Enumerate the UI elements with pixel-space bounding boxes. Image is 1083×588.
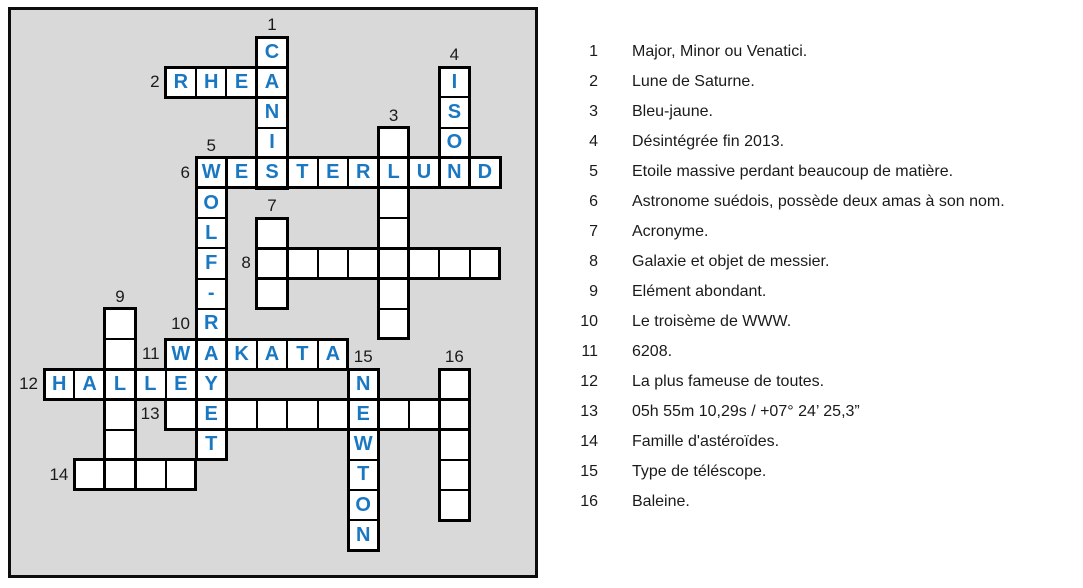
- grid-cell: [165, 338, 197, 370]
- clue-row: [560, 97, 1070, 127]
- grid-cell: [347, 519, 379, 551]
- grid-number-label: 6: [180, 162, 190, 182]
- grid-number-label: 14: [49, 464, 69, 484]
- clue-text: Baleine.: [632, 493, 690, 510]
- grid-cell: [377, 217, 409, 249]
- grid-number-label: 3: [388, 105, 399, 125]
- clue-number: 12: [580, 373, 598, 390]
- grid-cell: [195, 66, 227, 98]
- clue-number: 8: [589, 253, 598, 270]
- cell-letter: A: [325, 342, 341, 365]
- grid-cell: [225, 66, 257, 98]
- grid-number-label: 9: [115, 286, 125, 306]
- grid-number-label: 10: [171, 313, 190, 333]
- grid-cell: [377, 278, 409, 310]
- cell-letter: E: [234, 70, 249, 93]
- grid-cell: [256, 66, 288, 98]
- clue-number: 11: [581, 343, 598, 360]
- clue-text: La plus fameuse de toutes.: [632, 373, 825, 390]
- grid-cell: [438, 489, 470, 521]
- clue-row: [560, 277, 1070, 307]
- grid-number-label: 8: [241, 253, 251, 273]
- grid-cell: [104, 429, 136, 461]
- clue-row: [560, 457, 1070, 487]
- cell-letter: T: [205, 433, 218, 456]
- cell-letter: E: [174, 372, 188, 395]
- cell-letter: A: [264, 342, 280, 365]
- clue-text: 6208.: [632, 343, 673, 360]
- cell-letter: N: [355, 372, 371, 395]
- cell-letter: O: [446, 131, 463, 154]
- grid-cell: [286, 157, 318, 189]
- clue-row: [560, 37, 1070, 67]
- clue-row: [560, 217, 1070, 247]
- clue-number: 2: [589, 73, 598, 90]
- clue-number: 16: [580, 493, 598, 510]
- grid-cell: [195, 278, 227, 310]
- cell-letter: R: [203, 312, 219, 335]
- cell-letter: E: [356, 402, 370, 425]
- grid-cell: [438, 368, 470, 400]
- clue-text: Elément abondant.: [632, 283, 767, 300]
- grid-cell: [256, 217, 288, 249]
- grid-number-label: 16: [444, 347, 464, 367]
- grid-cell: [165, 459, 197, 491]
- grid-cell: [195, 338, 227, 370]
- cell-letter: K: [234, 342, 249, 365]
- clue-text: Astronome suédois, possède deux amas à son nom.: [632, 193, 1005, 210]
- cell-letter: O: [355, 493, 371, 516]
- grid-cell: [408, 247, 440, 279]
- cell-letter: T: [296, 342, 309, 365]
- cell-letter: C: [264, 40, 280, 63]
- clue-text: Désintégrée fin 2013.: [632, 133, 785, 150]
- grid-cell: [256, 338, 288, 370]
- grid-number-label: 15: [353, 347, 373, 367]
- grid-cell: [469, 157, 501, 189]
- clue-text: Major, Minor ou Venatici.: [632, 43, 808, 60]
- grid-cell: [195, 308, 227, 340]
- grid-cell: [286, 398, 318, 430]
- grid-cell: [408, 398, 440, 430]
- grid-cell: [195, 429, 227, 461]
- clue-row: [560, 397, 1070, 427]
- clue-row: [560, 427, 1070, 457]
- grid-cell: [104, 459, 136, 491]
- clue-number: 1: [589, 43, 598, 60]
- cell-letter: D: [477, 161, 493, 184]
- grid-cell: [195, 398, 227, 430]
- clue-row: [560, 337, 1070, 367]
- clue-text: Le troisème de WWW.: [632, 313, 792, 330]
- cell-letter: F: [205, 251, 218, 274]
- clue-number: 10: [580, 313, 598, 330]
- cell-letter: -: [207, 282, 215, 305]
- cell-letter: T: [296, 161, 309, 184]
- grid-cell: [165, 66, 197, 98]
- cell-letter: H: [51, 372, 67, 395]
- grid-cell: [195, 157, 227, 189]
- grid-cell: [256, 157, 288, 189]
- clue-row: [560, 367, 1070, 397]
- grid-cell: [377, 127, 409, 159]
- grid-number-label: 5: [206, 135, 216, 155]
- clue-row: [560, 247, 1070, 277]
- cell-letter: O: [203, 191, 219, 214]
- grid-cell: [225, 398, 257, 430]
- cell-letter: N: [447, 161, 462, 184]
- cell-letter: E: [234, 161, 249, 184]
- clue-text: Acronyme.: [632, 223, 709, 240]
- grid-cell: [256, 278, 288, 310]
- grid-cell: [256, 247, 288, 279]
- grid-cell: [317, 247, 349, 279]
- grid-cell: [377, 308, 409, 340]
- clue-row: [560, 127, 1070, 157]
- grid-cell: [347, 157, 379, 189]
- grid-cell: [104, 308, 136, 340]
- cell-letter: L: [205, 221, 218, 244]
- grid-cell: [317, 157, 349, 189]
- grid-cell: [286, 247, 318, 279]
- clue-text: Lune de Saturne.: [632, 73, 755, 90]
- grid-cell: [347, 247, 379, 279]
- grid-cell: [317, 398, 349, 430]
- grid-cell: [438, 398, 470, 430]
- cell-letter: N: [355, 523, 371, 546]
- grid-cell: [347, 429, 379, 461]
- cell-letter: T: [357, 463, 370, 486]
- clue-text: Famille d'astéroïdes.: [632, 433, 780, 450]
- clue-number: 7: [589, 223, 598, 240]
- grid-cell: [165, 398, 197, 430]
- clue-number: 4: [589, 133, 598, 150]
- clue-row: [560, 157, 1070, 187]
- grid-cell: [377, 247, 409, 279]
- clue-number: 6: [589, 193, 598, 210]
- clue-number: 14: [580, 433, 598, 450]
- grid-cell: [438, 157, 470, 189]
- cell-letter: I: [269, 131, 275, 154]
- grid-cell: [377, 187, 409, 219]
- grid-cell: [73, 459, 105, 491]
- cell-letter: W: [201, 161, 221, 184]
- grid-cell: [438, 66, 470, 98]
- grid-cell: [347, 489, 379, 521]
- grid-cell: [256, 36, 288, 68]
- clue-text: Bleu-jaune.: [632, 103, 713, 120]
- grid-cell: [438, 96, 470, 128]
- grid-cell: [377, 157, 409, 189]
- cell-letter: Y: [204, 372, 218, 395]
- cell-letter: R: [173, 70, 189, 93]
- grid-cell: [225, 157, 257, 189]
- grid-cell: [256, 96, 288, 128]
- grid-number-label: 4: [449, 45, 460, 65]
- cell-letter: S: [265, 161, 279, 184]
- cell-letter: W: [171, 342, 191, 365]
- cell-letter: U: [416, 161, 432, 184]
- cell-letter: E: [204, 402, 218, 425]
- clue-text: 05h 55m 10,29s / +07° 24’ 25,3”: [632, 403, 860, 420]
- clue-row: [560, 67, 1070, 97]
- cell-letter: A: [203, 342, 219, 365]
- grid-number-label: 1: [267, 15, 277, 34]
- clue-number: 5: [589, 163, 598, 180]
- cell-letter: A: [264, 70, 280, 93]
- clue-text: Galaxie et objet de messier.: [632, 253, 830, 270]
- cell-letter: I: [451, 70, 458, 93]
- cell-letter: E: [326, 161, 340, 184]
- grid-cell: [195, 217, 227, 249]
- grid-cell: [377, 398, 409, 430]
- grid-cell: [165, 368, 197, 400]
- grid-cell: [438, 247, 470, 279]
- grid-cell: [134, 459, 166, 491]
- grid-cell: [438, 127, 470, 159]
- clue-number: 13: [580, 403, 598, 420]
- grid-cell: [347, 398, 379, 430]
- cell-letter: L: [387, 161, 400, 184]
- grid-cell: [408, 157, 440, 189]
- clue-text: Etoile massive perdant beaucoup de matière.: [632, 163, 954, 180]
- cell-letter: R: [355, 161, 371, 184]
- grid-cell: [438, 429, 470, 461]
- cell-letter: N: [264, 100, 280, 123]
- grid-cell: [347, 368, 379, 400]
- clue-text: Type de téléscope.: [632, 463, 767, 480]
- grid-cell: [469, 247, 501, 279]
- grid-cell: [286, 338, 318, 370]
- grid-cell: [195, 368, 227, 400]
- clue-row: [560, 187, 1070, 217]
- grid-number-label: 11: [141, 344, 160, 363]
- cell-letter: S: [447, 100, 462, 123]
- grid-cell: [104, 368, 136, 400]
- clue-number: 3: [589, 103, 598, 120]
- cell-letter: L: [113, 372, 127, 395]
- clue-row: [560, 307, 1070, 337]
- grid-number-label: 7: [267, 196, 277, 216]
- cell-letter: A: [82, 372, 97, 395]
- grid-cell: [134, 368, 166, 400]
- grid-cell: [347, 459, 379, 491]
- cell-letter: H: [203, 70, 219, 93]
- clue-number: 9: [589, 283, 598, 300]
- grid-cell: [256, 398, 288, 430]
- grid-cell: [73, 368, 105, 400]
- grid-cell: [195, 187, 227, 219]
- grid-cell: [43, 368, 75, 400]
- clue-number: 15: [580, 463, 598, 480]
- grid-cell: [256, 127, 288, 159]
- cell-letter: W: [353, 433, 373, 456]
- clue-row: [560, 487, 1070, 517]
- grid-cell: [438, 459, 470, 491]
- grid-cell: [317, 338, 349, 370]
- cell-letter: L: [144, 372, 157, 395]
- grid-number-label: 13: [140, 404, 160, 424]
- grid-number-label: 12: [19, 374, 38, 394]
- grid-cell: [225, 338, 257, 370]
- grid-number-label: 2: [150, 72, 160, 92]
